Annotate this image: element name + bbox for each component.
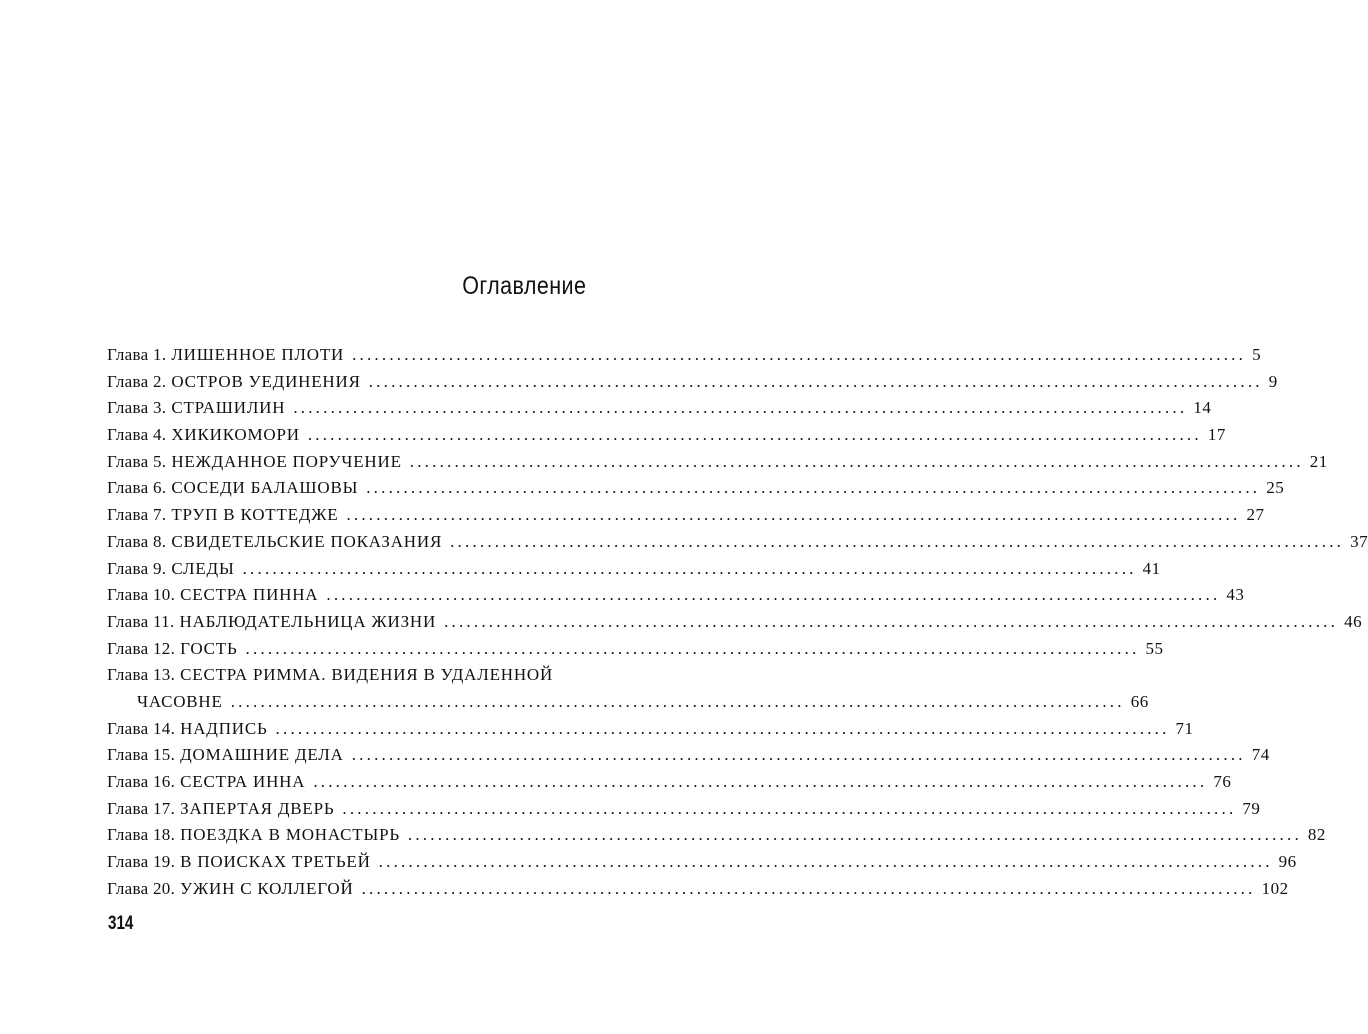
toc-entry[interactable] bbox=[107, 769, 1232, 796]
page-number: 55 bbox=[1145, 638, 1164, 658]
chapter-title: НЕЖДАННОЕ ПОРУЧЕНИЕ bbox=[171, 451, 402, 471]
chapter-title: СЕСТРА ИННА bbox=[180, 772, 306, 791]
chapter-title: ГОСТЬ bbox=[180, 638, 238, 658]
chapter-number: Глава 2. bbox=[107, 371, 167, 391]
dot-leader: ........................................................................................................................ bbox=[275, 718, 1170, 738]
chapter-number: Глава 3. bbox=[107, 398, 167, 418]
chapter-title: В ПОИСКАХ ТРЕТЬЕЙ bbox=[180, 852, 371, 872]
page-number: 71 bbox=[1175, 718, 1194, 738]
dot-leader: ........................................................................................................................ bbox=[242, 558, 1137, 578]
chapter-title: ОСТРОВ УЕДИНЕНИЯ bbox=[171, 371, 361, 391]
toc-entry[interactable] bbox=[107, 636, 1164, 663]
dot-leader: ........................................................................................................................ bbox=[326, 585, 1221, 605]
chapter-title: НАБЛЮДАТЕЛЬНИЦА ЖИЗНИ bbox=[179, 611, 437, 631]
page-number: 79 bbox=[1242, 798, 1261, 818]
dot-leader: ........................................................................................................................ bbox=[351, 745, 1246, 765]
dot-leader: ........................................................................................................................ bbox=[407, 825, 1302, 845]
chapter-title: ЛИШЕННОЕ ПЛОТИ bbox=[171, 345, 345, 364]
dot-leader: ........................................................................................................................ bbox=[409, 451, 1304, 471]
toc-entry[interactable] bbox=[107, 529, 1368, 556]
toc-entry[interactable] bbox=[107, 742, 1270, 769]
toc-entry[interactable] bbox=[107, 502, 1265, 529]
chapter-title: ПОЕЗДКА В МОНАСТЫРЬ bbox=[180, 825, 400, 845]
page-folio: 314 bbox=[108, 913, 134, 934]
dot-leader: ........................................................................................................................ bbox=[368, 371, 1263, 391]
chapter-number: Глава 16. bbox=[107, 772, 176, 791]
chapter-title: ТРУП В КОТТЕДЖЕ bbox=[171, 505, 339, 525]
chapter-title: ЗАПЕРТАЯ ДВЕРЬ bbox=[180, 798, 335, 818]
page-number: 27 bbox=[1246, 505, 1265, 525]
page-number: 9 bbox=[1268, 371, 1278, 391]
toc-entry[interactable] bbox=[107, 582, 1245, 609]
toc-entry[interactable] bbox=[107, 609, 1363, 636]
chapter-title: СЛЕДЫ bbox=[171, 558, 235, 578]
dot-leader: ........................................................................................................................ bbox=[378, 852, 1273, 872]
page-title: Оглавление bbox=[461, 272, 586, 300]
chapter-number: Глава 5. bbox=[107, 451, 167, 471]
dot-leader: ........................................................................................................................ bbox=[230, 691, 1125, 711]
page-number: 102 bbox=[1261, 878, 1289, 898]
toc-entry[interactable] bbox=[107, 849, 1297, 876]
chapter-title: УЖИН С КОЛЛЕГОЙ bbox=[180, 878, 354, 898]
toc-entry[interactable] bbox=[107, 369, 1278, 396]
dot-leader: ........................................................................................................................ bbox=[245, 638, 1140, 658]
dot-leader: ........................................................................................................................ bbox=[366, 478, 1261, 498]
dot-leader: ........................................................................................................................ bbox=[293, 398, 1188, 418]
page-number: 25 bbox=[1266, 478, 1285, 498]
toc-entry[interactable] bbox=[107, 796, 1261, 823]
chapter-title: НАДПИСЬ bbox=[180, 718, 268, 738]
page-number: 43 bbox=[1226, 585, 1245, 605]
dot-leader: ........................................................................................................................ bbox=[342, 798, 1237, 818]
toc-entry[interactable] bbox=[107, 556, 1161, 583]
chapter-number: Глава 6. bbox=[107, 478, 167, 498]
chapter-number: Глава 15. bbox=[107, 745, 176, 765]
chapter-title: ДОМАШНИЕ ДЕЛА bbox=[180, 745, 344, 765]
dot-leader: ........................................................................................................................ bbox=[313, 772, 1208, 791]
chapter-number: Глава 8. bbox=[107, 531, 167, 551]
toc-entry[interactable] bbox=[107, 395, 1212, 422]
chapter-title: СЕСТРА РИММА. ВИДЕНИЯ В УДАЛЕННОЙ bbox=[180, 665, 554, 685]
dot-leader: ........................................................................................................................ bbox=[450, 531, 1345, 551]
page-number: 17 bbox=[1207, 425, 1226, 445]
page-number: 37 bbox=[1350, 531, 1368, 551]
chapter-title: СЕСТРА ПИННА bbox=[180, 585, 319, 605]
toc-entry[interactable] bbox=[107, 716, 1194, 743]
page-number: 82 bbox=[1307, 825, 1326, 845]
dot-leader: ........................................................................................................................ bbox=[346, 505, 1241, 525]
chapter-number: Глава 1. bbox=[107, 345, 167, 364]
toc-entry[interactable] bbox=[107, 662, 586, 689]
chapter-number: Глава 7. bbox=[107, 505, 167, 525]
dot-leader: ........................................................................................................................ bbox=[352, 345, 1247, 364]
toc-entry-continuation[interactable] bbox=[107, 689, 1149, 716]
page-number: 74 bbox=[1251, 745, 1270, 765]
page-number: 41 bbox=[1142, 558, 1161, 578]
toc-entry[interactable] bbox=[107, 422, 1226, 449]
chapter-title: ХИКИКОМОРИ bbox=[171, 425, 300, 445]
page-number: 46 bbox=[1344, 611, 1363, 631]
chapter-number: Глава 11. bbox=[107, 611, 175, 631]
page-number: 21 bbox=[1309, 451, 1328, 471]
dot-leader: ........................................................................................................................ bbox=[361, 878, 1256, 898]
toc-entry[interactable] bbox=[107, 342, 1262, 369]
chapter-title: СТРАШИЛИН bbox=[171, 398, 286, 418]
chapter-number: Глава 14. bbox=[107, 718, 176, 738]
chapter-number: Глава 19. bbox=[107, 852, 176, 872]
chapter-number: Глава 17. bbox=[107, 798, 176, 818]
chapter-number: Глава 20. bbox=[107, 878, 176, 898]
chapter-number: Глава 12. bbox=[107, 638, 176, 658]
page-number: 5 bbox=[1252, 345, 1262, 364]
chapter-number: Глава 4. bbox=[107, 425, 167, 445]
chapter-number: Глава 18. bbox=[107, 825, 176, 845]
page-number: 96 bbox=[1278, 852, 1297, 872]
chapter-title: СОСЕДИ БАЛАШОВЫ bbox=[171, 478, 359, 498]
chapter-number: Глава 9. bbox=[107, 558, 167, 578]
toc-entry[interactable] bbox=[107, 822, 1326, 849]
dot-leader: ........................................................................................................................ bbox=[307, 425, 1202, 445]
chapter-title: СВИДЕТЕЛЬСКИЕ ПОКАЗАНИЯ bbox=[171, 531, 443, 551]
table-of-contents bbox=[107, 342, 1368, 902]
toc-entry[interactable] bbox=[107, 876, 1289, 903]
chapter-title-continuation: ЧАСОВНЕ bbox=[137, 691, 223, 711]
chapter-number: Глава 13. bbox=[107, 665, 176, 685]
page-number: 66 bbox=[1130, 691, 1149, 711]
page-number: 76 bbox=[1213, 772, 1232, 791]
toc-entry[interactable] bbox=[107, 449, 1328, 476]
toc-entry[interactable] bbox=[107, 475, 1285, 502]
dot-leader: ........................................................................................................................ bbox=[444, 611, 1339, 631]
page-number: 14 bbox=[1193, 398, 1212, 418]
chapter-number: Глава 10. bbox=[107, 585, 176, 605]
